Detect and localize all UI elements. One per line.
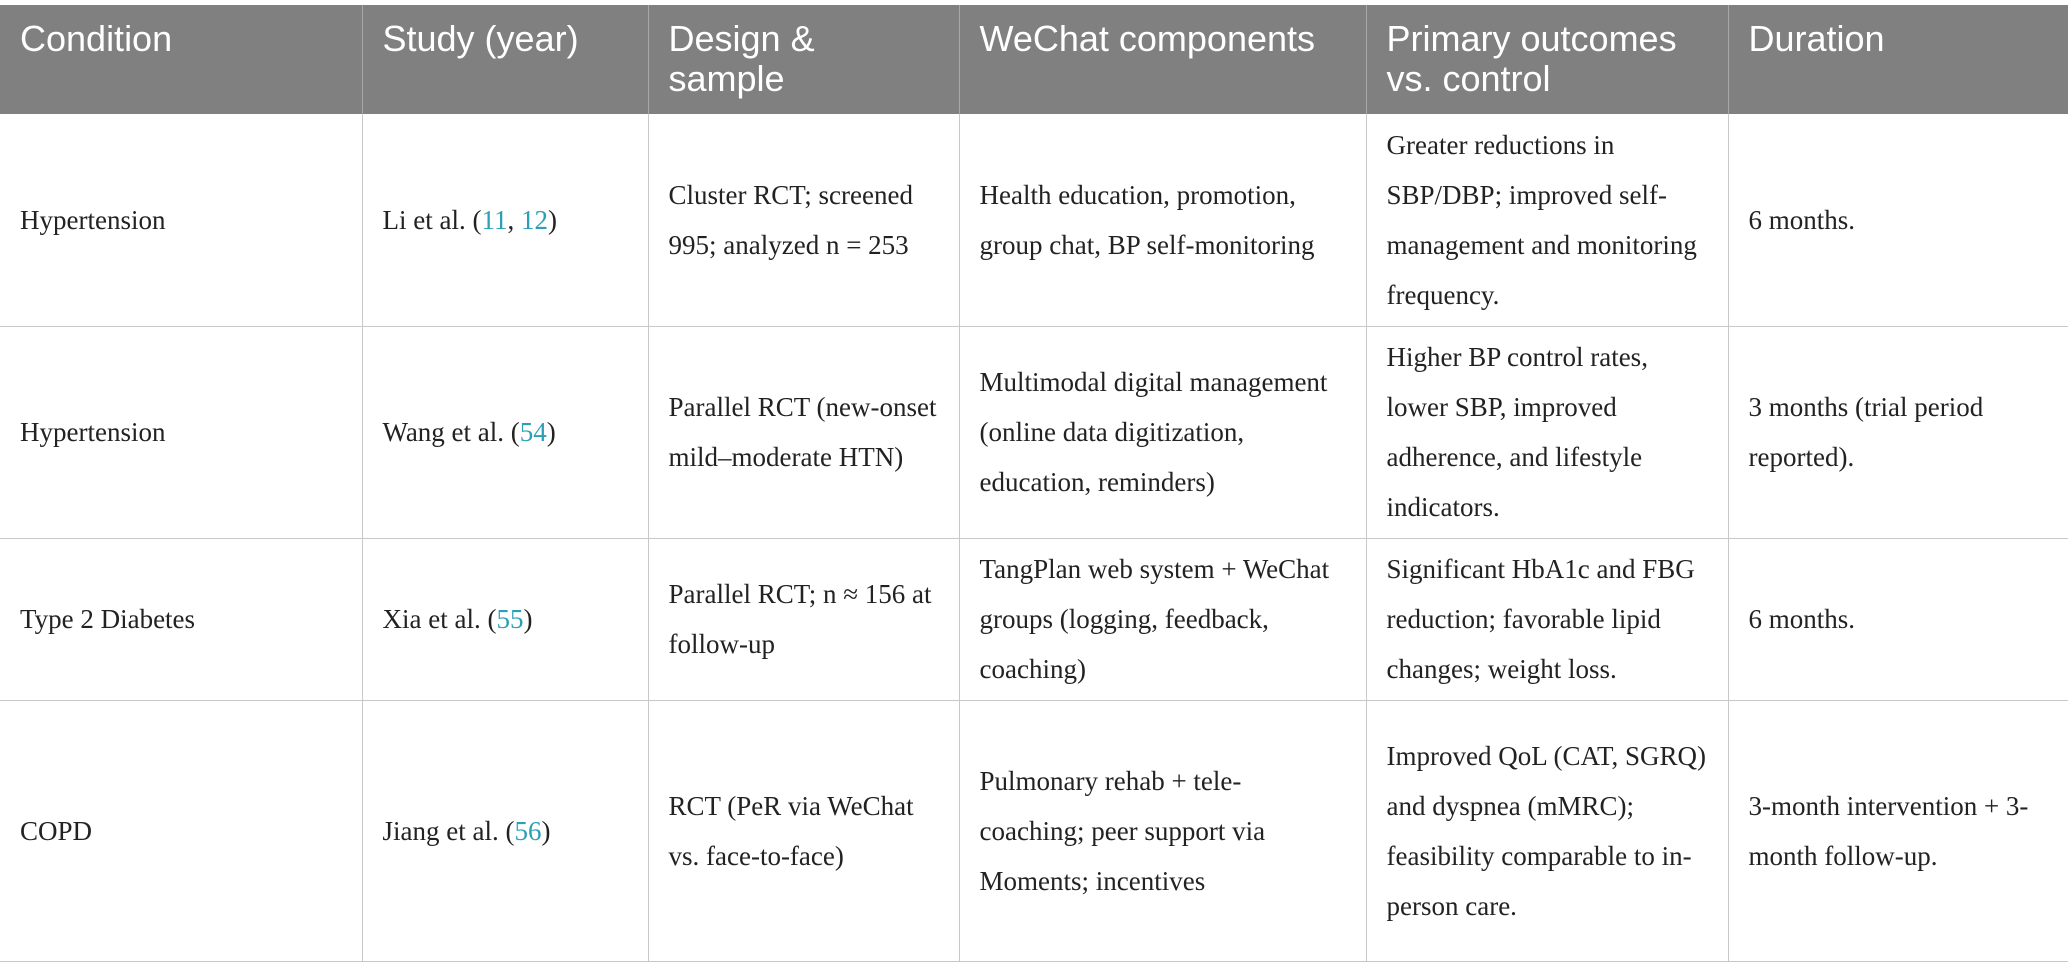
cell-condition: Type 2 Diabetes — [0, 538, 362, 700]
cell-duration: 6 months. — [1728, 114, 2068, 326]
table-row — [0, 114, 2068, 326]
study-close: ) — [547, 204, 557, 235]
header-duration: Duration — [1728, 5, 2068, 114]
cell-condition: Hypertension — [0, 326, 362, 538]
reference-link[interactable]: 11 — [481, 204, 508, 235]
reference-link[interactable]: 54 — [519, 417, 547, 447]
cell-outcomes: Significant HbA1c and FBG reduction; favorable lipid changes; weight loss. — [1366, 538, 1728, 700]
header-design: Design & sample — [648, 5, 959, 114]
cell-outcomes: Higher BP control rates, lower SBP, improved adherence, and lifestyle indicators. — [1366, 326, 1728, 538]
ref-separator: , — [507, 204, 521, 235]
study-author: Xia et al. ( — [382, 604, 497, 634]
cell-duration: 3 months (trial period reported). — [1728, 326, 2068, 538]
cell-duration: 6 months. — [1728, 538, 2068, 700]
cell-components: Multimodal digital management (online data digitization, education, reminders) — [959, 326, 1366, 538]
table-row — [0, 700, 2068, 961]
cell-components: TangPlan web system + WeChat groups (logging, feedback, coaching) — [959, 538, 1366, 700]
cell-condition: Hypertension — [0, 114, 362, 326]
cell-study — [362, 700, 648, 961]
cell-duration: 3-month intervention + 3-month follow-up. — [1728, 700, 2068, 961]
header-outcomes: Primary outcomes vs. control — [1366, 5, 1728, 114]
header-components: WeChat components — [959, 5, 1366, 114]
header-study: Study (year) — [362, 5, 648, 114]
cell-components: Health education, promotion, group chat, BP self-monitoring — [959, 114, 1366, 326]
reference-link[interactable]: 12 — [520, 204, 548, 235]
cell-design: RCT (PeR via WeChat vs. face-to-face) — [648, 700, 959, 961]
cell-design: Parallel RCT; n ≈ 156 at follow-up — [648, 538, 959, 700]
study-author: Jiang et al. ( — [382, 815, 515, 846]
cell-design: Parallel RCT (new-onset mild–moderate HTN) — [648, 326, 959, 538]
study-close: ) — [523, 604, 533, 634]
study-table — [0, 5, 2068, 962]
cell-study — [362, 114, 648, 326]
reference-link[interactable]: 56 — [514, 815, 542, 846]
cell-study — [362, 326, 648, 538]
cell-components: Pulmonary rehab + tele-coaching; peer support via Moments; incentives — [959, 700, 1366, 961]
cell-condition: COPD — [0, 700, 362, 961]
cell-outcomes: Improved QoL (CAT, SGRQ) and dyspnea (mMRC); feasibility comparable to in-person care. — [1366, 700, 1728, 961]
table-row — [0, 538, 2068, 700]
cell-outcomes: Greater reductions in SBP/DBP; improved self-management and monitoring frequency. — [1366, 114, 1728, 326]
study-close: ) — [546, 417, 556, 447]
table-row — [0, 326, 2068, 538]
study-author: Li et al. ( — [382, 204, 482, 235]
table-header-row — [0, 5, 2068, 114]
study-close: ) — [541, 815, 551, 846]
cell-design: Cluster RCT; screened 995; analyzed n = 253 — [648, 114, 959, 326]
header-condition: Condition — [20, 18, 173, 59]
cell-study — [362, 538, 648, 700]
reference-link[interactable]: 55 — [496, 604, 524, 634]
study-author: Wang et al. ( — [382, 417, 520, 447]
